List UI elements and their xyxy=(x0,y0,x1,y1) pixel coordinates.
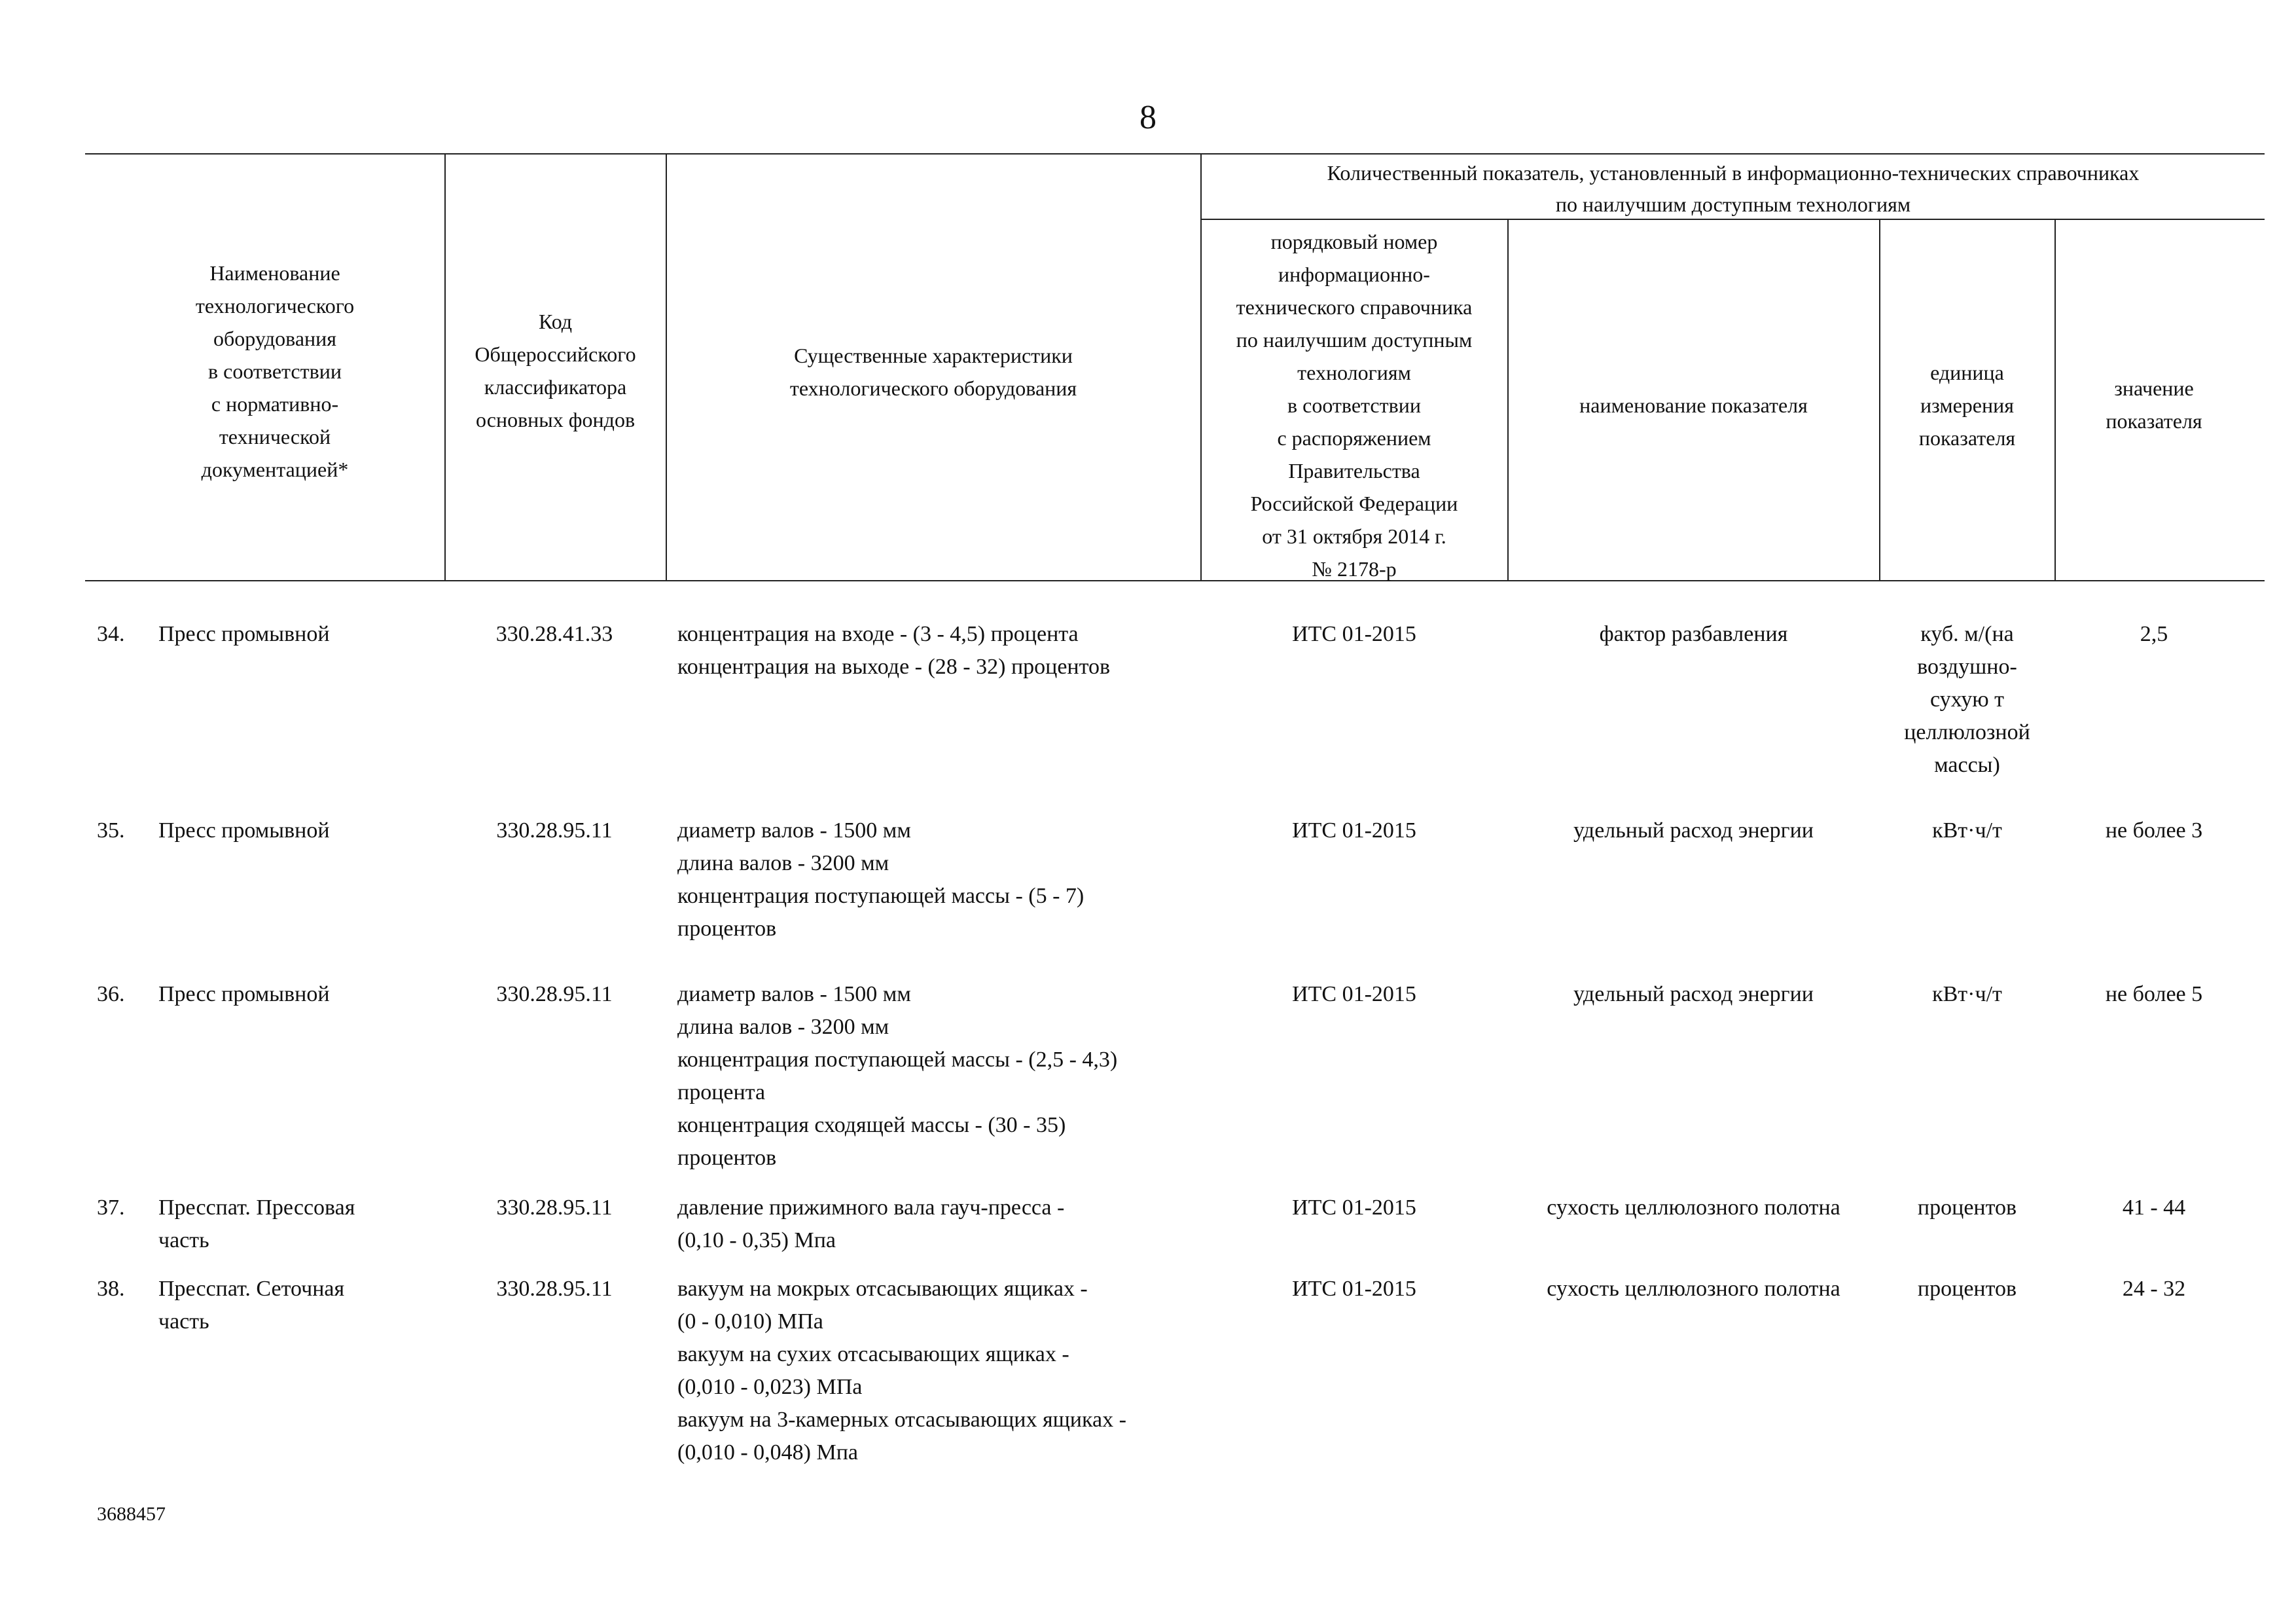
equipment-name: Пресспат. Сеточная часть xyxy=(158,1277,345,1334)
indicator-value: 2,5 xyxy=(2140,622,2168,646)
row-number: 34. xyxy=(97,622,125,646)
characteristics: диаметр валов - 1500 мм длина валов - 3200 мм концентрация поступающей массы - (2,5 - 4,3) процента концентрация сходящей массы - (30 - 35) процентов xyxy=(677,982,1118,1170)
okof-code: 330.28.95.11 xyxy=(496,1277,613,1301)
document-code: 3688457 xyxy=(97,1503,166,1525)
header-code: Код Общероссийского классификатора основных фондов xyxy=(475,310,636,431)
header-name: Наименование технологического оборудования в соответствии с нормативно- технической документацией* xyxy=(195,261,355,481)
row-number: 35. xyxy=(97,818,125,843)
its-number: ИТС 01-2015 xyxy=(1292,818,1416,843)
equipment-name: Пресспат. Прессовая часть xyxy=(158,1195,355,1252)
header-characteristics: Существенные характеристики технологического оборудования xyxy=(789,344,1077,400)
indicator-unit: кВт·ч/т xyxy=(1932,818,2002,843)
indicator-unit: куб. м/(на воздушно- сухую т целлюлозной массы) xyxy=(1904,622,2030,777)
indicator-value: 41 - 44 xyxy=(2122,1195,2186,1220)
row-number: 36. xyxy=(97,982,125,1006)
indicator-unit: кВт·ч/т xyxy=(1932,982,2002,1006)
header-group: Количественный показатель, установленный в информационно-технических справочниках по наилучшим доступным технологиям xyxy=(1327,161,2140,216)
its-number: ИТС 01-2015 xyxy=(1292,1195,1416,1220)
page-number: 8 xyxy=(1139,99,1157,136)
its-number: ИТС 01-2015 xyxy=(1292,1277,1416,1301)
characteristics: концентрация на входе - (3 - 4,5) процента концентрация на выходе - (28 - 32) процентов xyxy=(677,622,1111,679)
header-unit: единица измерения показателя xyxy=(1918,361,2016,450)
its-number: ИТС 01-2015 xyxy=(1292,982,1416,1006)
indicator-unit: процентов xyxy=(1917,1277,2017,1301)
indicator-value: не более 3 xyxy=(2105,818,2203,843)
equipment-name: Пресс промывной xyxy=(158,622,330,646)
characteristics: давление прижимного вала гауч-пресса - (0,10 - 0,35) Мпа xyxy=(677,1195,1065,1252)
indicator-name: фактор разбавления xyxy=(1599,622,1788,646)
equipment-name: Пресс промывной xyxy=(158,982,330,1006)
indicator-name: удельный расход энергии xyxy=(1573,818,1814,843)
characteristics: диаметр валов - 1500 мм длина валов - 3200 мм концентрация поступающей массы - (5 - 7) процентов xyxy=(677,818,1085,941)
col-divider xyxy=(444,153,446,581)
row-number: 38. xyxy=(97,1277,125,1301)
header-bottom-rule xyxy=(85,580,2265,581)
row-number: 37. xyxy=(97,1195,125,1220)
indicator-name: удельный расход энергии xyxy=(1573,982,1814,1006)
col-divider xyxy=(666,153,667,581)
equipment-name: Пресс промывной xyxy=(158,818,330,843)
characteristics: вакуум на мокрых отсасывающих ящиках - (0 - 0,010) МПа вакуум на сухих отсасывающих ящиках - (0,010 - 0,023) МПа вакуум на 3-камерных отсасывающих ящиках - (0,010 - 0,048) Мпа xyxy=(677,1277,1126,1465)
okof-code: 330.28.41.33 xyxy=(495,622,613,646)
indicator-name: сухость целлюлозного полотна xyxy=(1547,1277,1840,1301)
indicator-value: 24 - 32 xyxy=(2122,1277,2186,1301)
header-top-rule xyxy=(85,153,2265,155)
header-indicator-name: наименование показателя xyxy=(1579,393,1808,417)
indicator-value: не более 5 xyxy=(2105,982,2203,1006)
header-value: значение показателя xyxy=(2106,376,2202,433)
indicator-name: сухость целлюлозного полотна xyxy=(1547,1195,1840,1220)
indicator-unit: процентов xyxy=(1917,1195,2017,1220)
okof-code: 330.28.95.11 xyxy=(496,1195,613,1220)
header-its-number: порядковый номер информационно- технического справочника по наилучшим доступным технологиям в соответствии с распоряжением Правительства Российской Федерации от 31 октября 2014 г. № 2178-р xyxy=(1236,230,1473,581)
its-number: ИТС 01-2015 xyxy=(1292,622,1416,646)
okof-code: 330.28.95.11 xyxy=(496,818,613,843)
okof-code: 330.28.95.11 xyxy=(496,982,613,1006)
